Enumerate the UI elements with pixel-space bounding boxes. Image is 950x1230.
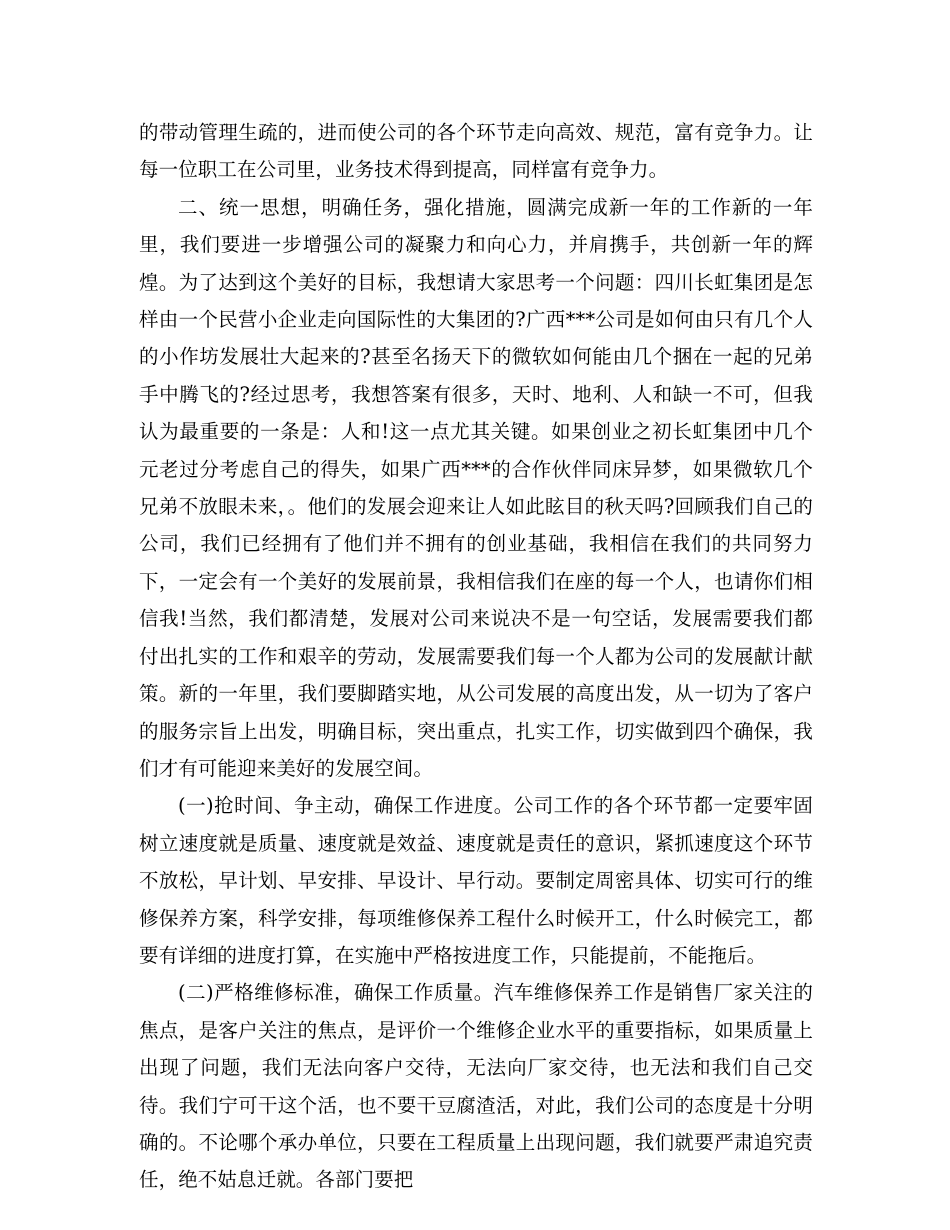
- paragraph-item-two: (二)严格维修标准，确保工作质量。汽车维修保养工作是销售厂家关注的焦点，是客户关注的焦点，是评价一个维修企业水平的重要指标，如果质量上出现了问题，我们无法向客户交待，无法向厂家交待，也无法和我们自己交待。我们宁可干这个活，也不要干豆腐渣活，对此，我们公司的态度是十分明确的。不论哪个承办单位，只要在工程质量上出现问题，我们就要严肃追究责任，绝不姑息迁就。各部门要把: [139, 981, 813, 1192]
- paragraph-item-one: (一)抢时间、争主动，确保工作进度。公司工作的各个环节都一定要牢固树立速度就是质量、速度就是效益、速度就是责任的意识，紧抓速度这个环节不放松，早计划、早安排、早设计、早行动。要制定周密具体、切实可行的维修保养方案，科学安排，每项维修保养工程什么时候开工，什么时候完工，都要有详细的进度打算，在实施中严格按进度工作，只能提前，不能拖后。: [139, 794, 813, 967]
- paragraph-continuation: 的带动管理生疏的，进而使公司的各个环节走向高效、规范，富有竞争力。让每一位职工在公司里，业务技术得到提高，同样富有竞争力。: [139, 121, 813, 182]
- paragraph-section-two: 二、统一思想，明确任务，强化措施，圆满完成新一年的工作新的一年里，我们要进一步增强公司的凝聚力和向心力，并肩携手，共创新一年的辉煌。为了达到这个美好的目标，我想请大家思考一个问题：四川长虹集团是怎样由一个民营小企业走向国际性的大集团的?广西***公司是如何由只有几个人的小作坊发展壮大起来的?甚至名扬天下的微软如何能由几个捆在一起的兄弟手中腾飞的?经过思考，我想答案有很多，天时、地利、人和缺一不可，但我认为最重要的一条是：人和!这一点尤其关键。如果创业之初长虹集团中几个元老过分考虑自己的得失，如果广西***的合作伙伴同床异梦，如果微软几个兄弟不放眼未来，。他们的发展会迎来让人如此眩目的秋天吗?回顾我们自己的公司，我们已经拥有了他们并不拥有的创业基础，我相信在我们的共同努力下，一定会有一个美好的发展前景，我相信我们在座的每一个人，也请你们相信我!当然，我们都清楚，发展对公司来说决不是一句空话，发展需要我们都付出扎实的工作和艰辛的劳动，发展需要我们每一个人都为公司的发展献计献策。新的一年里，我们要脚踏实地，从公司发展的高度出发，从一切为了客户的服务宗旨上出发，明确目标，突出重点，扎实工作，切实做到四个确保，我们才有可能迎来美好的发展空间。: [139, 195, 813, 780]
- document-body: [139, 114, 813, 1199]
